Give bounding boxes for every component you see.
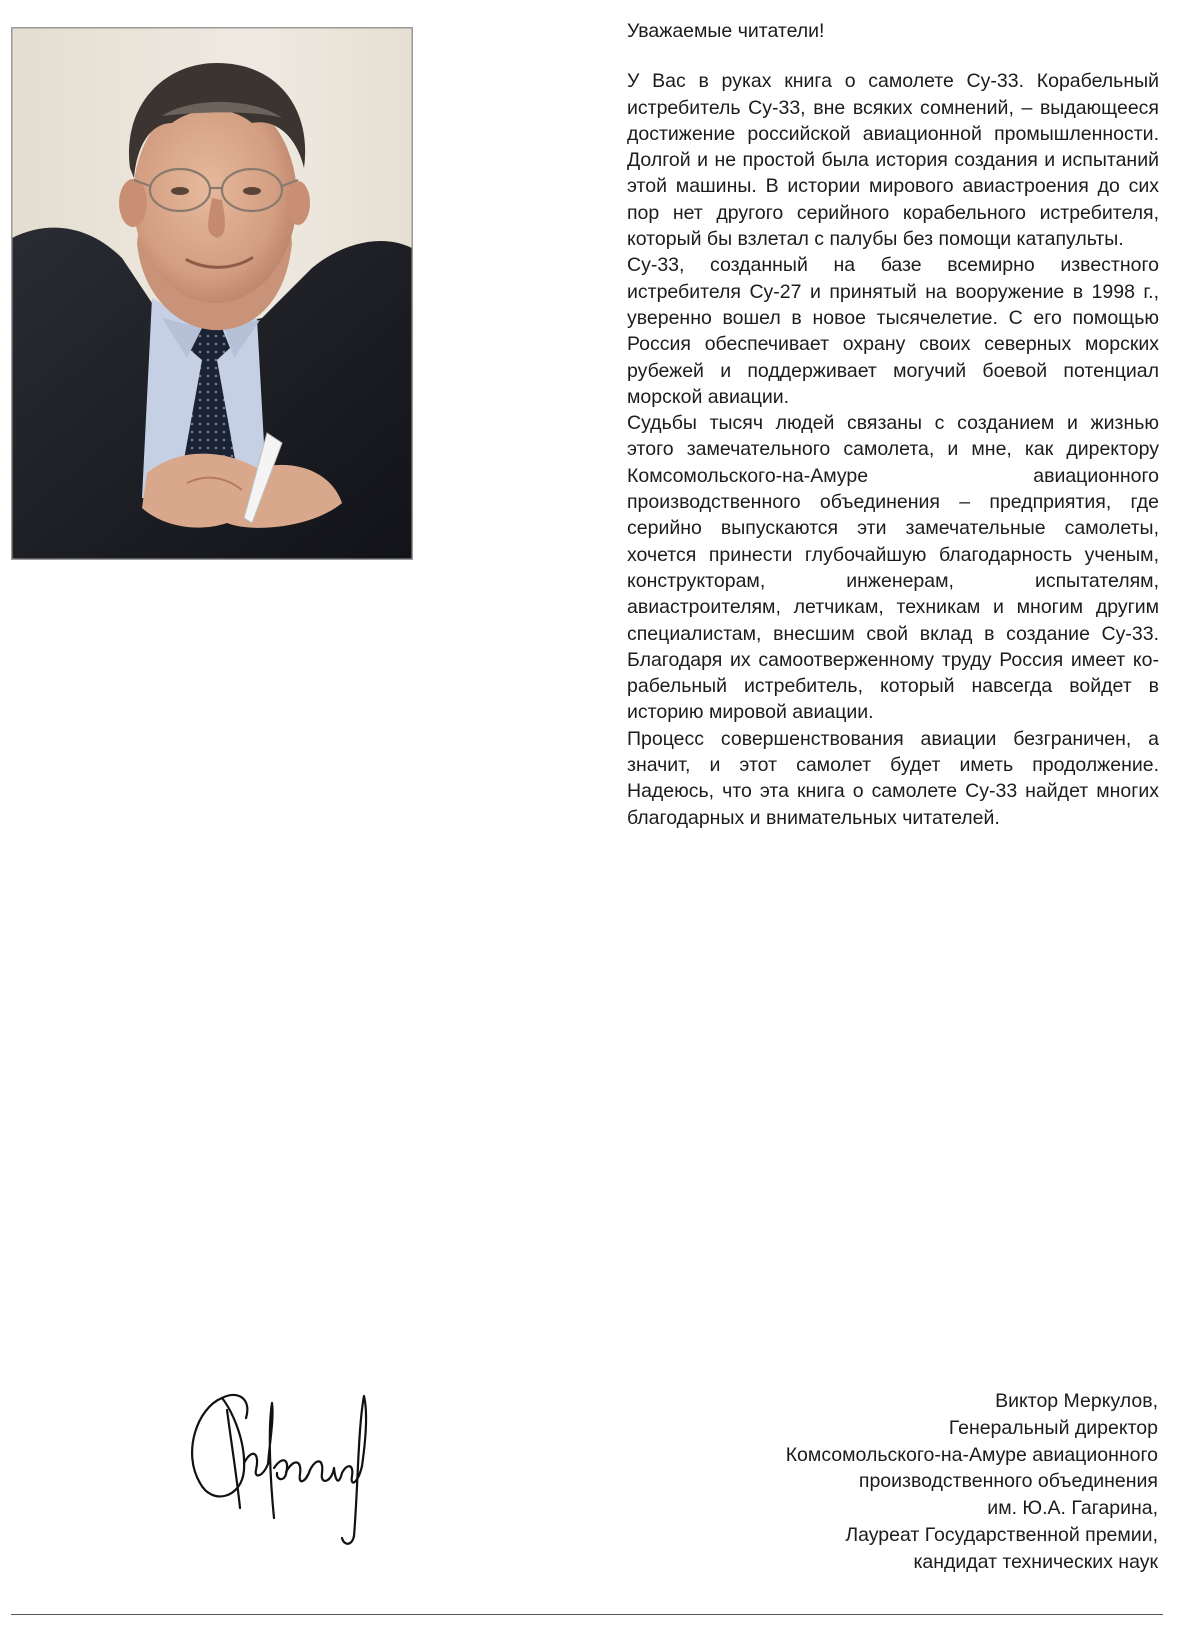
letter-paragraph-2: Су-33, созданный на базе всемирно известного истребителя Су-27 и принятый на вооружение в 1998 г., уверенно вошел в новое тысячелетие. С его помощью Россия обеспечивает охрану своих северных морских рубежей и поддерживает могучий боевой потенциал морской авиации. (627, 254, 1159, 408)
signer-title-line-2: Комсомольского-на-Амуре авиационного (785, 1443, 1158, 1466)
signer-block (678, 1388, 1158, 1576)
signer-title-line-1: Генеральный директор (948, 1416, 1158, 1439)
signer-title-line-5: Лауреат Государственной премии, (845, 1523, 1158, 1546)
letter-paragraph-4: Процесс совершенствования авиации безграничен, а значит, и этот самолет будет иметь продолжение. Надеюсь, что эта книга о самолете Су-33 найдет многих благодарных и внимательных читателей. (627, 727, 1159, 829)
letter-body (627, 18, 1159, 831)
letter-greeting: Уважаемые читатели! (627, 20, 825, 42)
handwritten-signature (182, 1378, 392, 1548)
bottom-divider (11, 1614, 1163, 1615)
signature-icon (182, 1378, 392, 1548)
signer-title-line-4: им. Ю.А. Гагарина, (987, 1497, 1158, 1520)
letter-paragraph-3: Судьбы тысяч людей связаны с созданием и жизнью этого замечательного самолета, и мне, как директору Комсомольского-на-Амуре авиационного производственного объединения – предприятия, где серийно выпускаются эти замечательные самолеты, хочется принести глубочайшую благодарность ученым, конструкторам, инженерам, испытателям, авиастроителям, летчикам, техникам и многим другим специалистам, внесшим свой вклад в создание Су-33. Благодаря их самоотверженному труду Россия имеет корабельный истребитель, который навсегда войдет в историю мировой авиации. (627, 412, 1159, 724)
signer-title-line-6: кандидат технических наук (913, 1550, 1158, 1573)
portrait-image (12, 28, 412, 559)
signer-title-line-3: производственного объединения (858, 1470, 1158, 1493)
portrait-photo (11, 27, 413, 560)
letter-paragraph-1: У Вас в руках книга о самолете Су-33. Корабельный истребитель Су-33, вне всяких сомнений, – выдающееся достижение российской авиационной промышленности. Долгой и не простой была история создания и испытаний этой машины. В истории мирового авиастроения до сих пор нет другого серийного корабельного истребителя, который бы взлетал с палубы без помощи катапульты. (627, 70, 1159, 251)
signer-name: Виктор Меркулов, (995, 1390, 1158, 1412)
